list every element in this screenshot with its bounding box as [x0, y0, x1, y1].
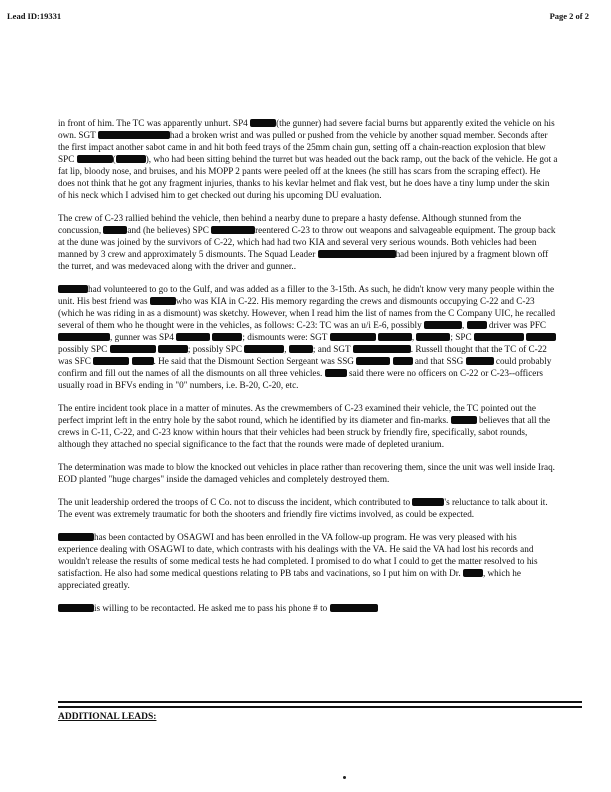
text-run: . He said that the Dismount Section Sergeant was SSG	[153, 356, 357, 366]
text-run: reentered C-23 to throw out weapons and salvageable equipment. The group back at the dune was joined by the survivors of C-22, which had had two KIA and several very serious wounds. Both vehicles had been manned by 3 crew and approximately 5 dismounts. The Squad Leader	[58, 225, 556, 259]
text-run: . Russell thought that the TC of C-22 was SFC	[58, 344, 547, 366]
redaction-block	[98, 131, 170, 139]
redaction-block	[58, 604, 94, 612]
text-run: possibly SPC	[58, 344, 110, 354]
text-run: driver was PFC	[486, 320, 547, 330]
divider-rule-bottom	[58, 706, 582, 708]
redaction-block	[250, 119, 276, 127]
paragraph	[58, 461, 558, 485]
paragraph	[58, 212, 558, 272]
redaction-block	[378, 333, 412, 341]
page-number: Page 2 of 2	[549, 11, 589, 21]
text-run: is willing to be recontacted. He asked me to pass his phone # to	[94, 603, 330, 613]
text-run: believes that all the crews in C-11, C-22, and C-23 know within hours that their vehicles had been struck by friendly fire, specifically, sabot rounds, although they attached no special significance to the fact that the rounds were made of depleted uranium.	[58, 415, 551, 449]
redaction-block	[393, 357, 413, 365]
text-run: ,	[284, 344, 289, 354]
redaction-block	[318, 250, 396, 258]
redaction-block	[463, 569, 483, 577]
text-run: had a broken wrist and was pulled or pushed from the vehicle by another squad member. Seconds after the first impact another sabot came in and hit both feed trays of the 25mm chain gun, setting off a chain-reaction explosion that blew SPC	[58, 130, 548, 164]
text-run: , gunner was SP4	[110, 332, 177, 342]
text-run: ; and SGT	[312, 344, 353, 354]
redaction-block	[467, 321, 487, 329]
redaction-block	[77, 155, 113, 163]
text-run: who was KIA in C-22. His memory regarding the crews and dismounts occupying C-22 and C-23 (which he was riding in as a dismount) was sketchy. However, when I read him the list of names from the C Company UIC, he recalled several of them who he thought were in the vehicles, as follows: C-23: TC was an u/i E-6, possibly	[58, 296, 556, 330]
text-run: had volunteered to go to the Gulf, and was added as a filler to the 3-15th. As such, he didn't know very many people within the unit. His best friend was	[58, 284, 555, 306]
redaction-block	[58, 533, 94, 541]
paragraph	[58, 496, 558, 520]
text-run: 's reluctance to talk about it. The event was extremely traumatic for both the shooters and friendly fire victims involved, as could be expected.	[58, 497, 548, 519]
redaction-block	[158, 345, 188, 353]
redaction-block	[416, 333, 450, 341]
redaction-block	[356, 357, 390, 365]
text-run: ; dismounts were: SGT	[242, 332, 330, 342]
redaction-block	[451, 416, 477, 424]
text-run: ,	[411, 332, 417, 342]
paragraph	[58, 402, 558, 450]
redaction-block	[289, 345, 313, 353]
paragraph	[58, 117, 558, 201]
redaction-block	[212, 333, 242, 341]
scan-speck	[343, 776, 346, 779]
text-run: The determination was made to blow the knocked out vehicles in place rather than recovering them, since the unit was well inside Iraq. EOD planted "huge charges" inside the damaged vehicles and completely destroyed them.	[58, 462, 555, 484]
text-run: and that SSG	[412, 356, 466, 366]
redaction-block	[110, 345, 156, 353]
text-run: The crew of C-23 rallied behind the vehicle, then behind a nearby dune to prepare a hasty defense. Although stunned from the concussion,	[58, 213, 522, 235]
text-run: ), who had been sitting behind the turret but was headed out the back ramp, out the back of the vehicle. He got a fat lip, bloody nose, and bruises, and his MOPP 2 pants were peeled off at the knees (he still has scars from the scraping effect). He does not think that he got any fragment injuries, thanks to his kevlar helmet and flak vest, but he does have a tiny lump under the skin of his neck which I advised him to get checked out during his upcoming DU evaluation.	[58, 154, 558, 200]
redaction-block	[58, 285, 88, 293]
text-run: ; SPC	[450, 332, 474, 342]
redaction-block	[103, 226, 127, 234]
redaction-block	[412, 498, 444, 506]
text-run: said there were no officers on C-22 or C-23--officers usually road in BFVs ending in "0" numbers, i.e. B-20, C-20, etc.	[58, 368, 544, 390]
text-run: had been injured by a fragment blown off the turret, and was medevaced along with the driver and gunner..	[58, 249, 549, 271]
redaction-block	[526, 333, 556, 341]
additional-leads-heading: ADDITIONAL LEADS:	[58, 712, 157, 722]
redaction-block	[58, 333, 110, 341]
lead-id: Lead ID:19331	[7, 11, 62, 21]
redaction-block	[330, 604, 378, 612]
paragraph	[58, 531, 558, 591]
text-run: ; possibly SPC	[187, 344, 245, 354]
redaction-block	[211, 226, 255, 234]
redaction-block	[424, 321, 462, 329]
text-run: in front of him. The TC was apparently unhurt. SP4	[58, 118, 251, 128]
redaction-block	[330, 333, 376, 341]
redaction-block	[132, 357, 154, 365]
text-run: has been contacted by OSAGWI and has been enrolled in the VA follow-up program. He was very pleased with his experience dealing with OSAGWI to date, which contrasts with his dealings with the VA. He said the VA had lost his records and wouldn't release the results of some medical tests he had completed. I promised to do what I could to get the matter resolved to his satisfaction. He also had some medical questions relating to PB tabs and vacinations, so I put him on with Dr.	[58, 532, 538, 578]
text-run: (	[112, 154, 116, 164]
paragraph	[58, 602, 558, 614]
redaction-block	[474, 333, 524, 341]
divider-rule-top	[58, 701, 582, 703]
text-run: The entire incident took place in a matter of minutes. As the crewmembers of C-23 examined their vehicle, the TC pointed out the perfect imprint left in the entry hole by the sabot round, which he identified by its diameter and fin-marks.	[58, 403, 536, 425]
redaction-block	[466, 357, 494, 365]
redaction-block	[244, 345, 284, 353]
redaction-block	[353, 345, 411, 353]
redaction-block	[176, 333, 210, 341]
text-run: could probably confirm and fill out the names of all the dismounts on all three vehicles.	[58, 356, 552, 378]
paragraph	[58, 283, 558, 391]
redaction-block	[93, 357, 129, 365]
text-run: The unit leadership ordered the troops of C Co. not to discuss the incident, which contributed to	[58, 497, 413, 507]
text-run: and (he believes) SPC	[127, 225, 212, 235]
text-run: , which he appreciated greatly.	[58, 568, 521, 590]
redaction-block	[116, 155, 146, 163]
report-body	[58, 117, 558, 625]
redaction-block	[325, 369, 347, 377]
text-run: ,	[462, 320, 467, 330]
text-run: (the gunner) had severe facial burns but apparently exited the vehicle on his own. SGT	[58, 118, 555, 140]
redaction-block	[150, 297, 176, 305]
